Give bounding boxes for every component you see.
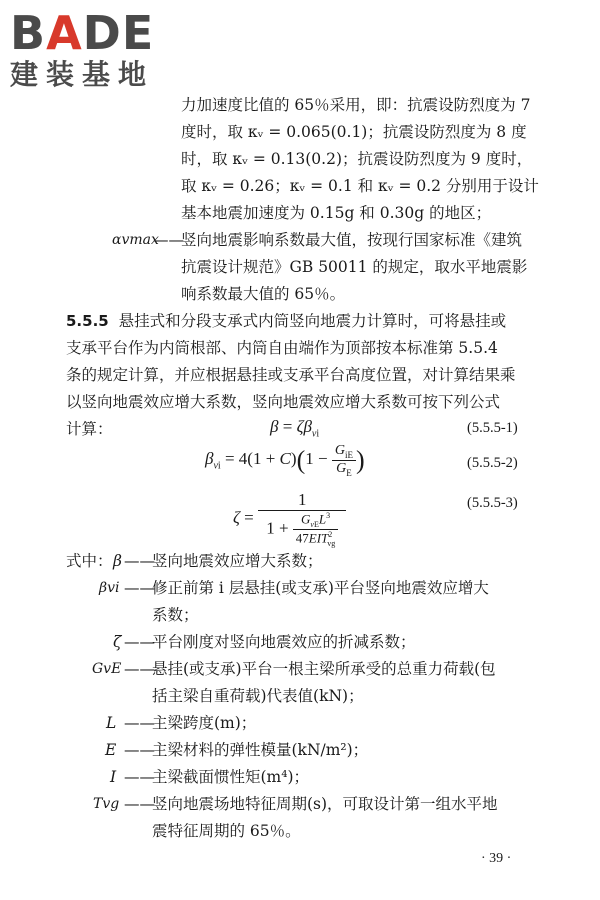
def-e-text: 主梁材料的弹性模量(kN/m²)； — [152, 741, 369, 759]
intro-line: 力加速度比值的 65％采用，即：抗震设防烈度为 7 — [181, 96, 531, 114]
def-beta-text: 竖向地震效应增大系数； — [152, 552, 323, 570]
logo-wordmark: BADE — [10, 6, 155, 60]
def-betavi-text: 修正前第 i 层悬挂(或支承)平台竖向地震效应增大 — [152, 579, 489, 597]
logo-subtitle: 建装基地 — [10, 58, 155, 91]
section-heading — [66, 311, 506, 331]
equation-1: $\beta = \zeta\beta_{vi}$ — [270, 417, 320, 440]
alpha-def-line: 抗震设计规范》GB 50011 的规定，取水平地震影 — [181, 258, 528, 276]
section-text: 悬挂式和分段支承式内筒竖向地震力计算时，可将悬挂或 — [118, 312, 507, 330]
def-tvg-text: 震特征周期的 65％。 — [152, 822, 301, 840]
def-gve-symbol: GvE — [92, 661, 122, 677]
def-dash: —— — [124, 795, 155, 813]
def-dash: —— — [124, 768, 155, 786]
equation-3: ζ = 1 1 + $\frac{G_{vE}L^3}{47EIT^2_{vg}}$ — [233, 490, 346, 548]
alpha-def-line: 竖向地震影响系数最大值，按现行国家标准《建筑 — [181, 231, 523, 249]
alpha-dash: —— — [153, 231, 184, 249]
def-dash: —— — [124, 552, 155, 570]
def-tvg-symbol: Tvg — [93, 796, 120, 812]
def-i-text: 主梁截面惯性矩(m⁴)； — [152, 768, 310, 786]
def-i-symbol: I — [110, 768, 117, 786]
section-line: 条的规定计算，并应根据悬挂或支承平台高度位置，对计算结果乘 — [66, 366, 516, 384]
section-line: 支承平台作为内筒根部、内筒自由端作为顶部按本标准第 5.5.4 — [66, 339, 498, 357]
def-dash: —— — [124, 633, 155, 651]
intro-line: 基本地震加速度为 0.15g 和 0.30g 的地区； — [181, 204, 492, 222]
def-dash: —— — [124, 714, 155, 732]
def-dash: —— — [124, 579, 155, 597]
equation-2-number: (5.5.5-2) — [467, 455, 518, 471]
alpha-def-line: 响系数最大值的 65％。 — [181, 285, 346, 303]
intro-line: 取 κᵥ = 0.26；κᵥ = 0.1 和 κᵥ = 0.2 分别用于设计 — [181, 177, 539, 195]
def-gve-text: 括主梁自重荷载)代表值(kN)； — [152, 687, 364, 705]
where-label: 式中： — [66, 552, 113, 570]
page-number: · 39 · — [481, 851, 512, 866]
def-e-symbol: E — [105, 741, 117, 759]
section-number: 5.5.5 — [66, 312, 109, 330]
def-betavi-text: 系数； — [152, 606, 199, 624]
def-dash: —— — [124, 660, 155, 678]
logo — [10, 6, 178, 91]
section-line: 以竖向地震效应增大系数，竖向地震效应增大系数可按下列公式 — [66, 393, 501, 411]
def-l-text: 主梁跨度(m)； — [152, 714, 257, 732]
section-line: 计算： — [66, 420, 113, 438]
def-tvg-text: 竖向地震场地特征周期(s)，可取设计第一组水平地 — [152, 795, 498, 813]
def-dash: —— — [124, 741, 155, 759]
equation-1-number: (5.5.5-1) — [467, 420, 518, 436]
def-zeta-text: 平台刚度对竖向地震效应的折减系数； — [152, 633, 416, 651]
def-gve-text: 悬挂(或支承)平台一根主梁所承受的总重力荷载(包 — [152, 660, 496, 678]
def-zeta-symbol: ζ — [113, 633, 122, 651]
equation-2: $\beta_{vi} = 4(1 + C)(1$ − $\frac{G_{iE}}{G_E}$ ) — [205, 443, 365, 478]
intro-line: 时，取 κᵥ = 0.13(0.2)；抗震设防烈度为 9 度时， — [181, 150, 533, 168]
def-beta-symbol: β — [113, 552, 122, 570]
equation-3-number: (5.5.5-3) — [467, 495, 518, 511]
alpha-symbol: αvmax — [112, 232, 159, 248]
def-l-symbol: L — [106, 714, 117, 732]
def-betavi-symbol: βvi — [99, 580, 120, 596]
intro-line: 度时，取 κᵥ = 0.065(0.1)；抗震设防烈度为 8 度 — [181, 123, 527, 141]
